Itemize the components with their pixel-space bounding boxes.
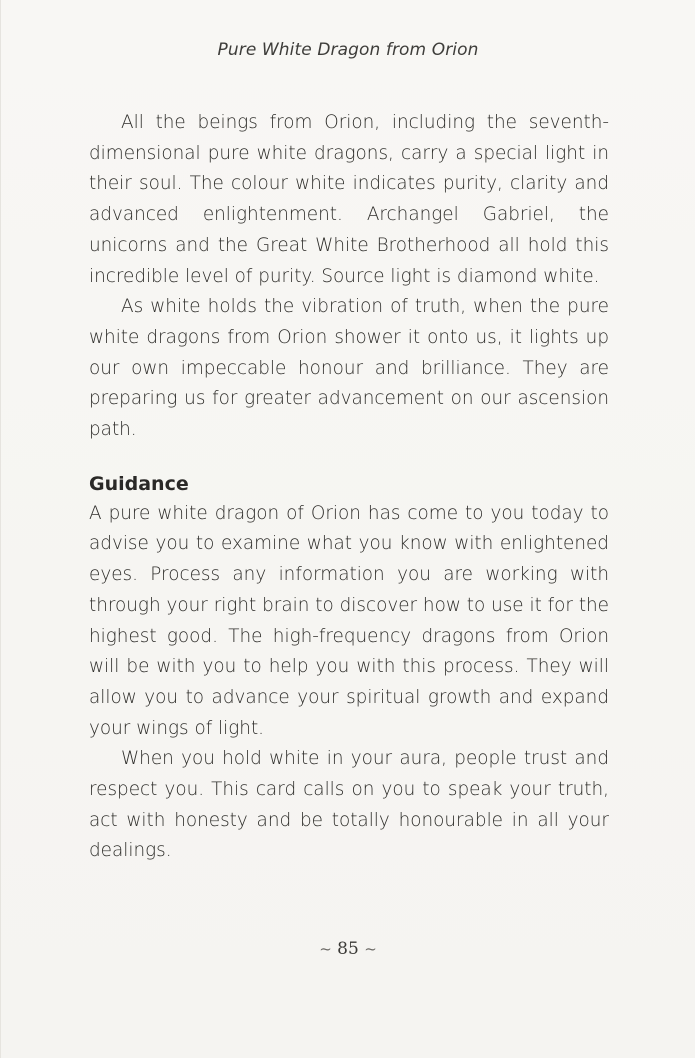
paragraph-white-aura: When you hold white in your aura, people trust and respect you. This card calls on you to speak your truth, act with honesty and be totally honourable in all your dealings. xyxy=(89,748,609,862)
paragraph-guidance: A pure white dragon of Orion has come to you today to advise you to examine what you know with enlightened eyes. Process any information you are working with through your right brain to discover how to use it for the highest good. The high-frequency dragons from Orion will be with you to help you with this process. They will allow you to advance your spiritual growth and expand your wings of light. xyxy=(89,502,609,739)
page-number xyxy=(1,939,695,959)
folio-ornament-right: ~ xyxy=(364,940,377,958)
paragraph-orion-beings: All the beings from Orion, including the seventh-dimensional pure white dragons, carry a special light in their soul. The colour white indicates purity, clarity and advanced enlightenment. Archangel Gabriel, the unicorns and the Great White Brotherhood all hold this incredible level of purity. Source light is diamond white. xyxy=(89,112,609,287)
section-heading-guidance: Guidance xyxy=(89,472,189,495)
paragraph-white-truth: As white holds the vibration of truth, when the pure white dragons from Orion shower it onto us, it lights up our own impeccable honour and brilliance. They are preparing us for greater advancement on our ascension path. xyxy=(89,296,609,441)
folio-number: 85 xyxy=(337,939,359,959)
body-text xyxy=(89,108,609,867)
running-head: Pure White Dragon from Orion xyxy=(217,40,479,60)
folio-ornament-left: ~ xyxy=(319,940,332,958)
